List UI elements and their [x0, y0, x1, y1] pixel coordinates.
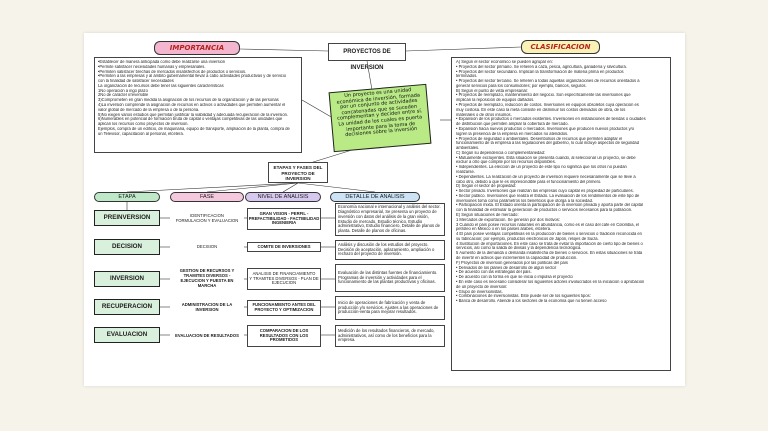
- importancia-line: 3)Comprometen en gran medida la asignación de los recursos de la organización y de las personas: [98, 98, 279, 103]
- clasificacion-line: materiales o de otros insumos.: [456, 112, 512, 117]
- clasificacion-line: D) Según el sector de propiedad:: [456, 184, 517, 189]
- clasificacion-line: • Dependientes. La realización de un proyecto de inversión requiere necesariamente que se lleve a: [456, 174, 636, 179]
- clasificacion-line: • Proyectos de reemplazo, reducción de costos. Inversiones en equipos obsoletos cuya operación es: [456, 103, 639, 108]
- clasificacion-line: • De acuerdo con las estrategias del país.: [456, 270, 532, 275]
- nivel-decision: COMITE DE INVERSIONES: [247, 242, 321, 252]
- fase-preinversion: IDENTIFICACION FORMULACION Y EVALUACION: [175, 213, 239, 223]
- importancia-line: 2No de carácter irreversible: [98, 93, 149, 98]
- header-detalle: DETALLE DE ANALISIS: [330, 192, 420, 202]
- clasificacion-line: cabo otro, debido a que le es imprescindible para el funcionamiento del primero.: [456, 179, 602, 184]
- importancia-line: •Permite satisfacer necesidades humanas y empresariales.: [98, 64, 206, 69]
- clasificacion-line: realizarse.: [456, 169, 475, 174]
- importancia-line: 1No operación a ingo plazo: [98, 88, 148, 93]
- nivel-preinversion: GRAN VISION - PERFIL - PREFACTIBILIDAD - FACTIBILIDAD INGENIERIA: [247, 208, 321, 230]
- clasificacion-line: generar servicios para los consumidores; por ejemplo, bancos, seguros.: [456, 83, 587, 88]
- importancia-line: con la finalidad de satisfacer necesidades: [98, 79, 174, 84]
- nivel-recuperacion: FUNCIONAMIENTO ANTES DEL PROYECTO Y OPTIMIZACION: [247, 300, 321, 316]
- clasificacion-line: de distribución que permiten ampliar la cobertura de mercado.: [456, 122, 569, 127]
- clasificacion-line: de invertir en activos que incrementen la capacidad de producción.: [456, 256, 578, 261]
- clasificacion-line: • Sector privado. Inversiones que realizan las empresas cuyo capital es propiedad de particulares.: [456, 189, 634, 194]
- clasificacion-line: muy costosa. En este caso la meta consiste en disminuir los costos derivados de obra, de los: [456, 107, 626, 112]
- importancia-line: Ejemplos, compra de un edificio, de maquinaria, equipo de transporte, ampliación de la planta, compra de: [98, 126, 290, 131]
- clasificacion-line: • Proyectos del sector secundario. Implican la transformación de materia prima en productos: [456, 69, 624, 74]
- stages-subtitle: ETAPAS Y FASES DEL PROYECTO DE INVERSION: [268, 162, 328, 183]
- clasificacion-line: • Proyectos del sector primario. Se refieren a caza, pesca, agricultura, ganadería y silvicultura.: [456, 64, 627, 69]
- stage-preinversion: PREINVERSION: [94, 210, 160, 226]
- importancia-line: un Televisor, capacitación al personal, etcétera.: [98, 131, 184, 136]
- central-title: PROYECTOS DE INVERSION: [328, 43, 406, 61]
- clasificacion-line: F) Proyectos de inversión generados por las políticas del país: [456, 260, 568, 265]
- importancia-line: 6)Numerables en potencial de formación bruta de capital o ventajas competitivas de las unidades que: [98, 117, 283, 122]
- clasificacion-line: • Participación mixta. El Estado orienta la participación de la inversión privada y aporta parte del capital: [456, 203, 643, 208]
- clasificacion-line: • Proyectos de reemplazo, mantenimiento del negocio. Son específicamente las inversiones que: [456, 93, 631, 98]
- clasificacion-line: 4 Sustitución de importaciones. En este caso se trata de evitar la importación de cierto tipo de bienes o: [456, 241, 643, 246]
- importancia-line: valor global de mercado de la empresa o de la persona.: [98, 107, 200, 112]
- clasificacion-line: • Mutuamente excluyentes. Esta situación se presenta cuando, al seleccionar un proyecto, se debe: [456, 155, 636, 160]
- clasificacion-line: • Expansión hacia nuevos productos o mercados. Inversiones que producen nuevos productos y/o: [456, 126, 635, 131]
- clasificacion-line: servicios, así como la salida de divisas y la dependencia tecnológica.: [456, 246, 582, 251]
- clasificacion-line: ambientales.: [456, 146, 480, 151]
- clasificacion-heading: CLASIFICACION: [521, 40, 600, 54]
- clasificacion-line: 3 Cuando el país posee recursos naturales en abundancia, como es el caso del cafe en Colombia, el: [456, 222, 639, 227]
- clasificacion-line: • Derivados de los planes de desarrollo de algún sector: [456, 265, 557, 270]
- clasificacion-line: su fabricación; por ejemplo, productos electrónicos de Japón, relojes de Suiza.: [456, 236, 599, 241]
- clasificacion-line: de un proyecto de inversión:: [456, 284, 508, 289]
- clasificacion-line: 4 El país posee ventajas competitivas en la producción de bienes o servicios o tradición reconocida en: [456, 232, 642, 237]
- importancia-text: [94, 57, 302, 153]
- importancia-line: La organización de recursos debe tener las siguientes características: [98, 83, 224, 88]
- detalle-decision: Análisis y discusión de los estudios del proyecto. Decisión de aceptación, aplazamiento, ampliación o rechazo del proyecto de inversión.: [335, 240, 445, 260]
- importancia-line: •Permiten a las empresas y al ámbito gubernamental llevar a cabo actividades productivas y de servicio: [98, 74, 287, 79]
- clasificacion-line: inversiones toma como parámetros los beneficios que otorga a la sociedad.: [456, 198, 593, 203]
- detalle-inversion: Evaluación de las distintas fuentes de financiamiento. Programas de inversión y actividades para el funcionamiento de las plantas productivas y oficinas.: [335, 264, 445, 292]
- fase-inversion: GESTION DE RECURSOS Y TRAMITES DIVERSOS - EJECUCION Y PUESTA EN MARCHA: [179, 268, 235, 288]
- header-nivel: NIVEL DE ANALISIS: [245, 192, 321, 202]
- detalle-recuperacion: Inicio de operaciones de fabricación y venta de producción y/o servicios. Ajustes a las operaciones de producción-venta para mejorar resultados.: [335, 296, 445, 320]
- clasificacion-line: • De acuerdo con la forma en que se inicia o impulsa el proyecto: [456, 275, 573, 280]
- clasificacion-line: terminados.: [456, 74, 478, 79]
- stage-inversion: INVERSION: [94, 271, 160, 287]
- header-etapa: ETAPA: [94, 192, 160, 202]
- clasificacion-line: • Proyectos del sector terciario. Se refieren a todas aquellas organizaciones de recursos orientados a: [456, 79, 640, 84]
- clasificacion-line: C) Según su dependencia o complementariedad:: [456, 150, 545, 155]
- importancia-line: aplican los recursos como proyectos de inversión.: [98, 122, 189, 127]
- importancia-line: •Permiten satisfacer brechas de mercados insatisfechos de productos o servicios.: [98, 69, 247, 74]
- clasificacion-line: A) Según el sector económico se pueden agrupar en:: [456, 60, 553, 64]
- fase-recuperacion: ADMINISTRACION DE LA INVERSION: [181, 302, 233, 312]
- header-fase: FASE: [170, 192, 244, 202]
- stage-decision: DECISION: [94, 239, 160, 255]
- clasificacion-line: 1 Mercados de exportación. Se generan por dos motivos:: [456, 217, 560, 222]
- clasificacion-line: • Grupo de inversionistas.: [456, 289, 503, 294]
- clasificacion-line: con la finalidad de estimular la generación de productos o servicios necesarios para la población.: [456, 208, 633, 213]
- clasificacion-line: • Expansión de los productos o mercados existentes. Inversiones en instalaciones de tiendas o ciudades: [456, 117, 646, 122]
- stage-evaluacion: EVALUACION: [94, 327, 160, 343]
- clasificacion-line: • Sector público. Inversiones que realiza el Estado. La evaluación de los rendimientos de este tipo de: [456, 193, 640, 198]
- fase-evaluacion: EVALUACION DE RESULTADOS: [175, 332, 239, 338]
- clasificacion-line: • Independientes. La elección de un proyecto de este tipo no significa que los otros no puedan: [456, 165, 627, 170]
- detalle-preinversion: Economía nacional e internacional y análisis del sector. Diagnóstico empresarial, Se presenta un proyecto de inversión con datos del análisis de la gran visión, Estudio de mercado, Estudio técnico, Estudio administrativo, Estudio financiero, Detalle de planos de planta. Detalle de planos de oficinas.: [335, 203, 445, 236]
- clasificacion-line: funcionamiento de la empresa a las regulaciones del gobierno, lo cual incluye aspectos de seguridad: [456, 141, 639, 146]
- clasificacion-line: • Proyectos de seguridad o ambientales. Desembolsos de recursos que permiten adaptar el: [456, 136, 623, 141]
- detalle-evaluacion: Medición de los resultados financieros, de mercado, administrativos, así como de los beneficios para la empresa.: [335, 325, 445, 347]
- importancia-line: 5)No exigen varios estudios que permitan justificar la viabilidad y adecuada recuperación de la inversión.: [98, 112, 289, 117]
- clasificacion-line: • En este caso es necesario considerar los siguientes actores involucrados en la iniciación o aprobación: [456, 279, 645, 284]
- nivel-evaluacion: COMPARACION DE LOS RESULTADOS CON LOS PROMETIDOS: [247, 325, 321, 347]
- fase-decision: DECISION: [196, 243, 218, 249]
- clasificacion-line: implican la reposición de equipos dañados.: [456, 98, 535, 103]
- importancia-heading: IMPORTANCIA: [154, 41, 240, 55]
- nivel-inversion: ANALISIS DE FINANCIAMIENTO Y TRAMITES DIVERSOS - PLAN DE EJECUCION: [247, 268, 321, 290]
- definition-box: Un proyecto es una unidad económica de inversión, formada por un conjunto de actividades concatenadas que se suceden complementan y deciden entre sí. La unidad de los cuales es puerta importante para la toma de decisiones sobre la inversión: [329, 84, 432, 152]
- clasificacion-line: 5 Aumento de la demanda o demanda insatisfecha de bienes o servicios. En estas situaciones se trata: [456, 251, 643, 256]
- clasificacion-line: logren la presencia de la empresa en mercados no atendidos.: [456, 131, 569, 136]
- clasificacion-line: B) Según el punto de vista empresarial:: [456, 88, 528, 93]
- clasificacion-line: • Combinaciones de inversionistas. Este puede ser de los siguientes tipos:: [456, 294, 591, 299]
- clasificacion-line: excluir a otro que compite por los recursos disponibles.: [456, 160, 556, 165]
- importancia-line: 4)La inversión comprende la asignación de recursos en activos o actividades que permiten aumentar el: [98, 103, 286, 108]
- clasificacion-line: E) Según situaciones de mercado:: [456, 213, 519, 217]
- clasificacion-line: petróleo en México o en los países árabes, etcétera.: [456, 227, 552, 232]
- importancia-line: •Establecer de manera anticipada como debe realizarse una inversión: [98, 60, 226, 64]
- clasificacion-text: [451, 57, 671, 371]
- clasificacion-line: • Banca de desarrollo. Atiende a los sectores de la economía que no tienen acceso: [456, 299, 607, 304]
- stage-recuperacion: RECUPERACION: [94, 299, 160, 315]
